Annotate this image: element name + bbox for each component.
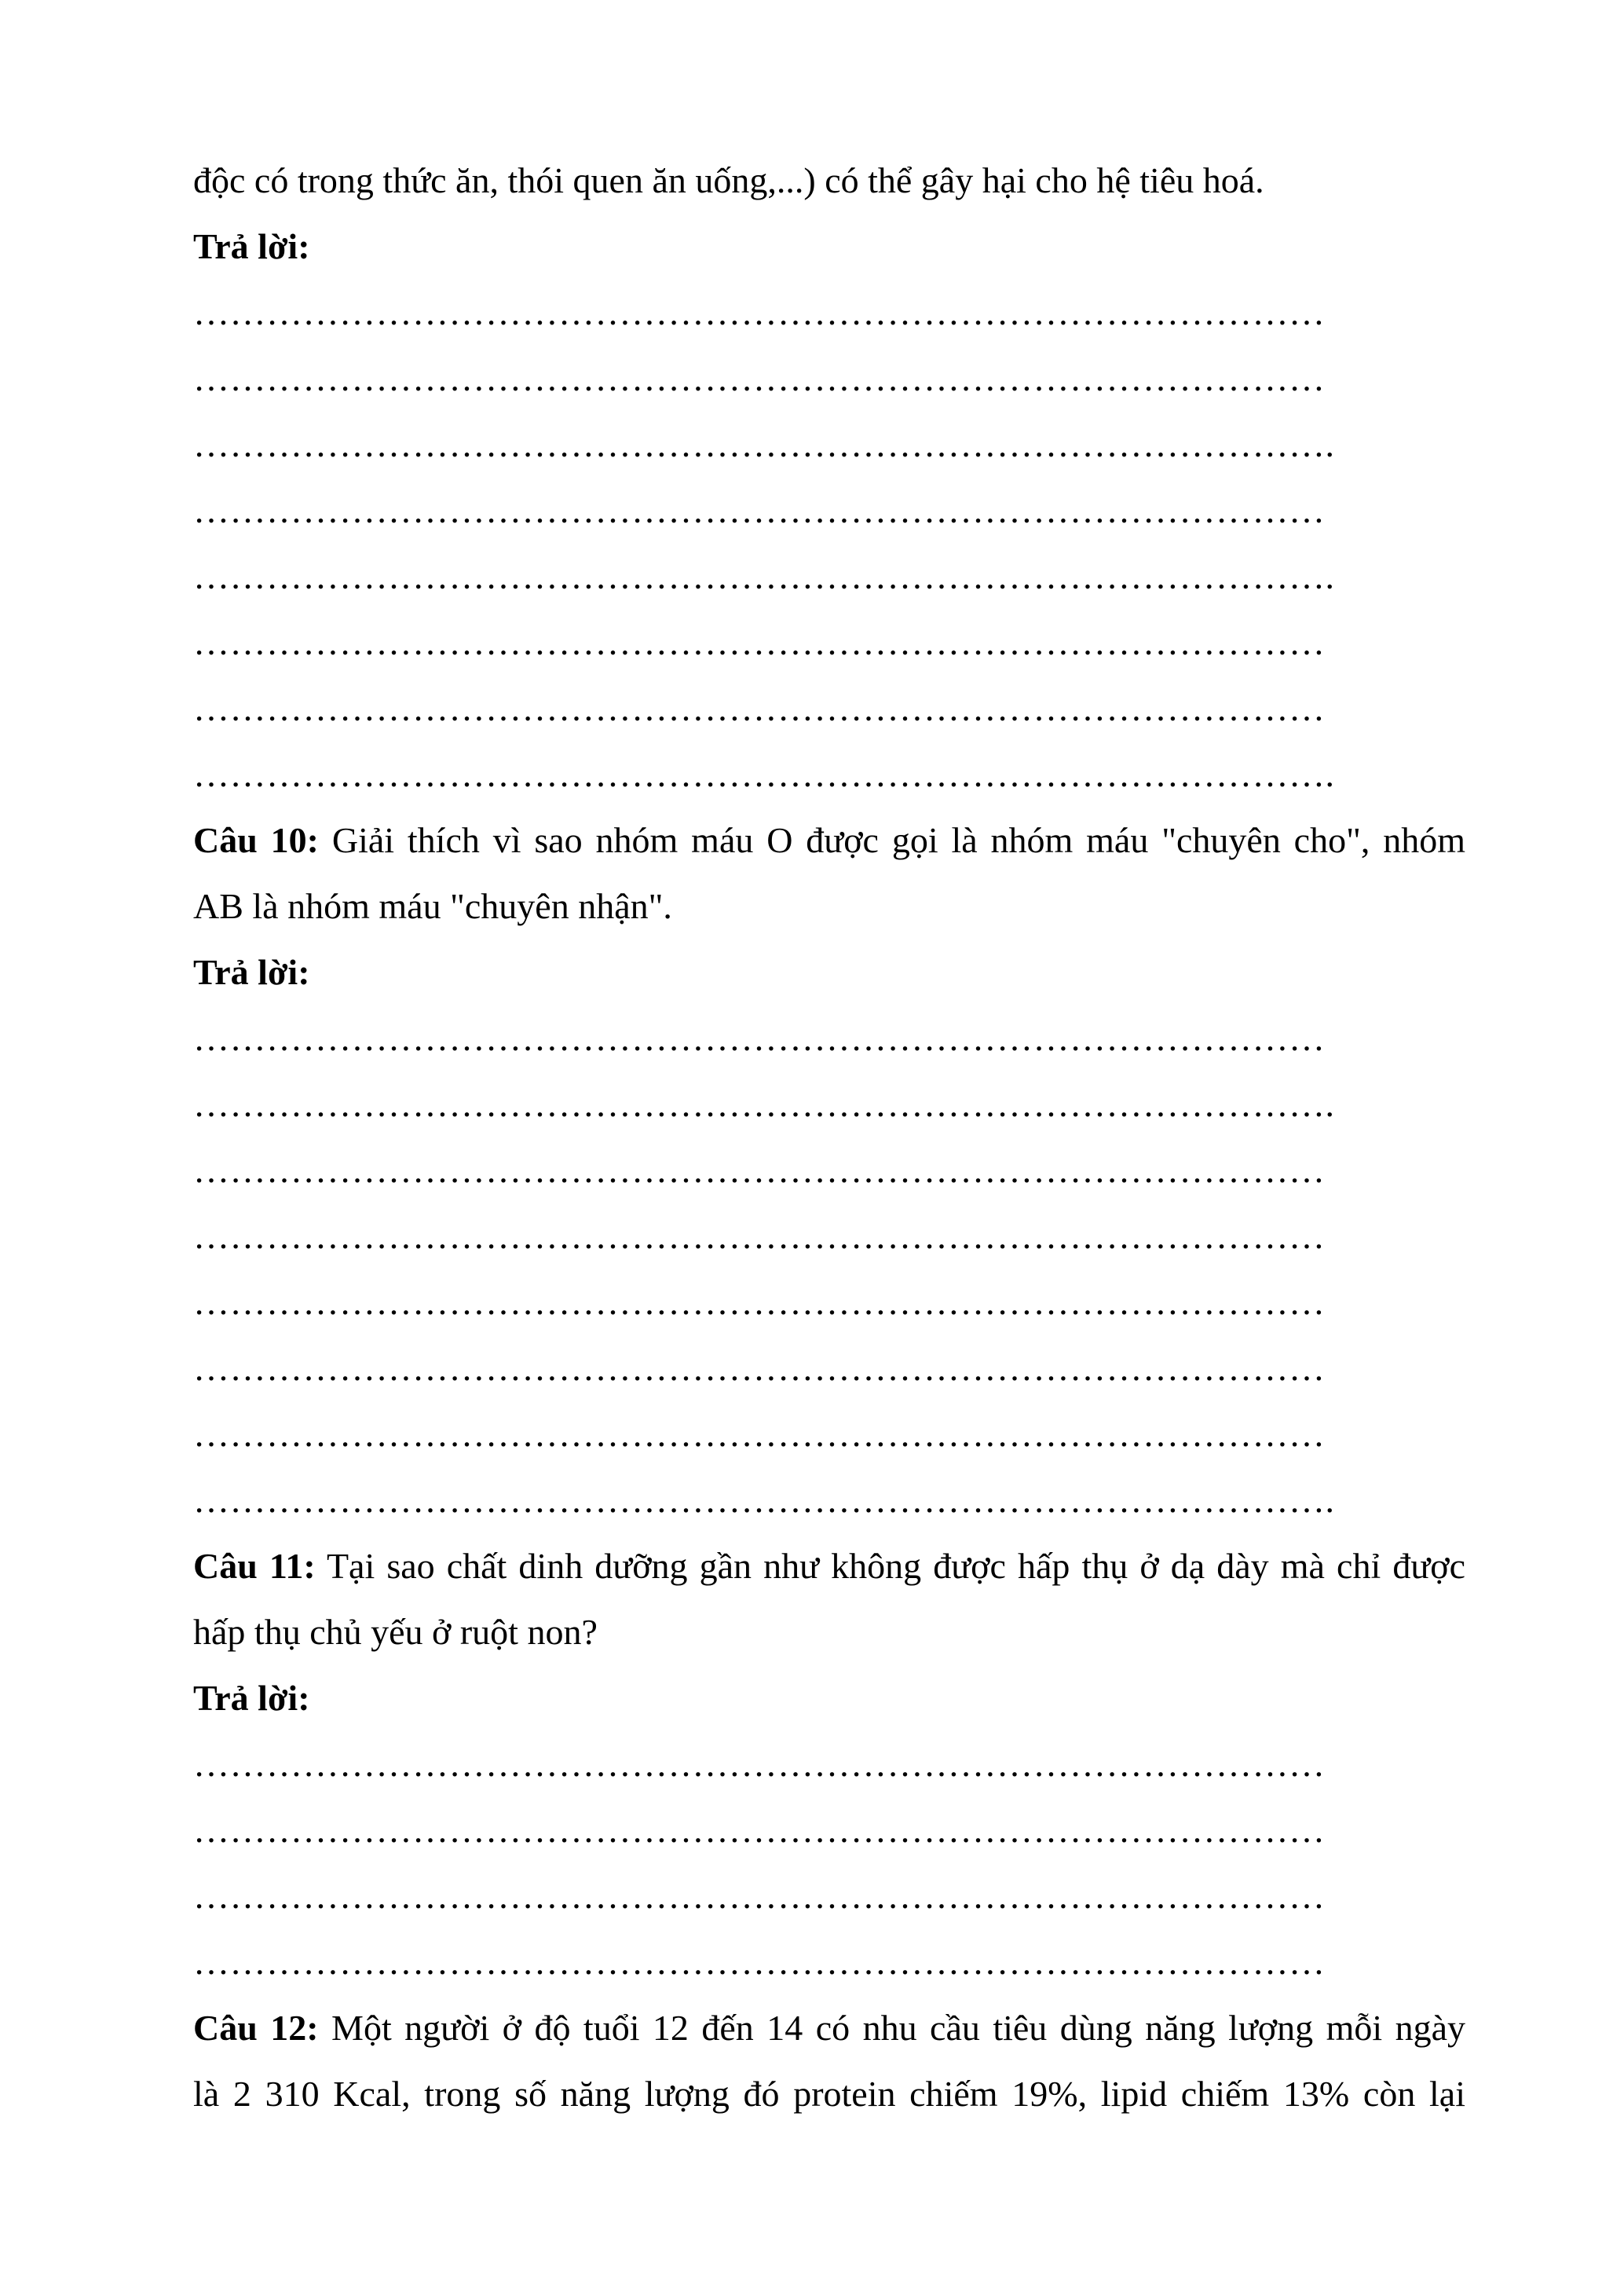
question-text: Giải thích vì sao nhóm máu O được gọi là nhóm máu "chuyên cho", nhóm <box>331 820 1466 860</box>
answer-line: ………………………………………………………………………………… <box>193 1018 1326 1058</box>
question-text: Một người ở độ tuổi 12 đến 14 có nhu cầu tiêu dùng năng lượng mỗi ngày <box>331 2008 1466 2048</box>
question-11-line2: hấp thụ chủ yếu ở ruột non? <box>193 1612 598 1652</box>
question-number: Câu 10: <box>193 820 319 860</box>
answer-line: …………………………………………………………………………………. <box>193 424 1335 464</box>
answer-line: …………………………………………………………………………………. <box>193 1084 1335 1124</box>
question-12-line1 <box>193 1995 1465 2061</box>
worksheet-page <box>193 148 1465 2127</box>
answer-line: ………………………………………………………………………………… <box>193 688 1326 728</box>
answer-line: ………………………………………………………………………………… <box>193 1216 1326 1256</box>
question-12-line2: là 2 310 Kcal, trong số năng lượng đó protein chiếm 19%, lipid chiếm 13% còn lại <box>193 2074 1465 2114</box>
question-number: Câu 12: <box>193 2008 319 2048</box>
question-11-line1 <box>193 1533 1465 1599</box>
answer-label: Trả lời: <box>193 952 310 992</box>
answer-line: ………………………………………………………………………………… <box>193 1876 1326 1916</box>
answer-line: …………………………………………………………………………………. <box>193 754 1335 794</box>
answer-line: ………………………………………………………………………………… <box>193 490 1326 530</box>
question-10-line1 <box>193 807 1465 873</box>
question-text: Tại sao chất dinh dưỡng gần như không được hấp thụ ở dạ dày mà chỉ được <box>326 1546 1465 1586</box>
answer-line: ………………………………………………………………………………… <box>193 1744 1326 1784</box>
intro-line: độc có trong thức ăn, thói quen ăn uống,...) có thể gây hại cho hệ tiêu hoá. <box>193 160 1264 200</box>
answer-label: Trả lời: <box>193 226 310 266</box>
answer-line: ………………………………………………………………………………… <box>193 358 1326 398</box>
question-number: Câu 11: <box>193 1546 316 1586</box>
answer-line: ………………………………………………………………………………… <box>193 1810 1326 1850</box>
answer-label: Trả lời: <box>193 1678 310 1718</box>
question-10-line2: AB là nhóm máu "chuyên nhận". <box>193 886 672 926</box>
answer-line: ………………………………………………………………………………… <box>193 1414 1326 1454</box>
answer-line: ………………………………………………………………………………… <box>193 1942 1326 1982</box>
answer-line: …………………………………………………………………………………. <box>193 1480 1335 1520</box>
answer-line: ………………………………………………………………………………… <box>193 1282 1326 1322</box>
answer-line: ………………………………………………………………………………… <box>193 1150 1326 1190</box>
answer-line: ………………………………………………………………………………… <box>193 1348 1326 1388</box>
answer-line: ………………………………………………………………………………… <box>193 292 1326 332</box>
answer-line: …………………………………………………………………………………. <box>193 556 1335 596</box>
answer-line: ………………………………………………………………………………… <box>193 622 1326 662</box>
